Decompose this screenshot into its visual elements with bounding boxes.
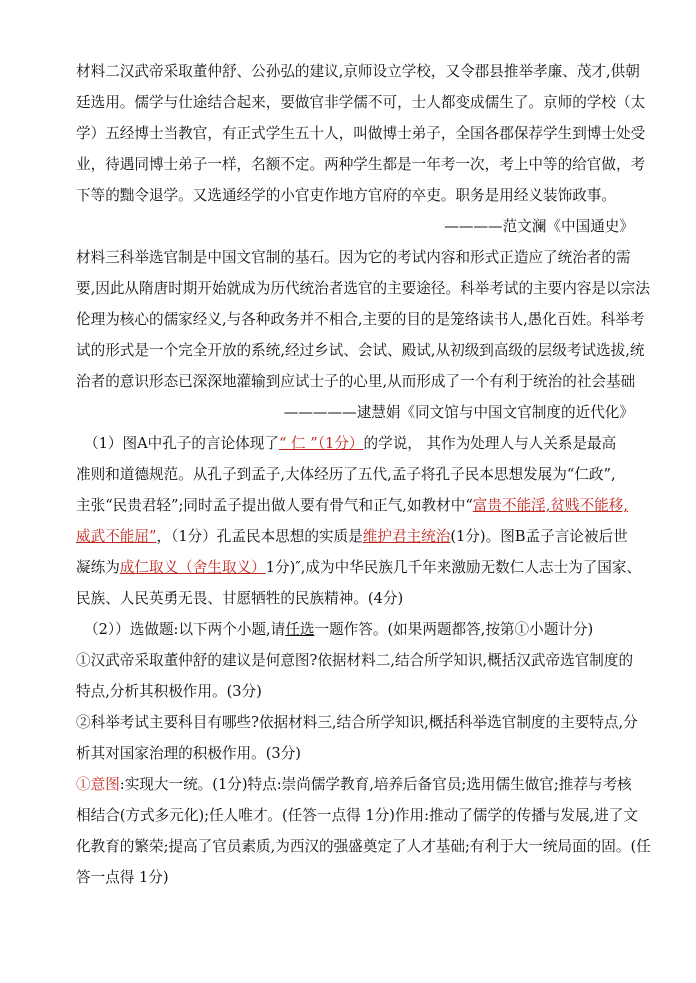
q2-option-2-line-2: 析其对国家治理的积极作用。(3分): [76, 745, 301, 762]
q2-text-a: （2））选做题:以下两个小题,请: [84, 621, 286, 638]
answer-label: ①意图: [76, 776, 120, 793]
q1-answer-essence: 维护君主统治: [362, 528, 451, 545]
material2-line-2: 廷选用。儒学与仕途结合起来，要做官非学儒不可，士人都变成儒生了。京师的学校（太: [76, 94, 646, 111]
q1-line-2: 准则和道德规范。从孔子到孟子,大体经历了五代,孟子将孔子民本思想发展为“仁政”,: [76, 466, 616, 483]
q2-choose-one: 任选: [285, 621, 315, 638]
q1-answer-idiom: 成仁取义（舍生取义）: [119, 559, 266, 576]
q1-text-b: 的学说， 其作为处理人与人关系是最高: [363, 435, 617, 452]
q1-text-g: 1分)″,成为中华民族几千年来激励无数仁人志士为了国家、: [265, 559, 642, 576]
q2-option-1-line-2: 特点,分析其积极作用。(3分): [76, 683, 262, 700]
q1-text-e: (1分)。图B孟子言论被后世: [450, 528, 628, 545]
material2-source: ————范文澜《中国通史》: [444, 218, 634, 235]
answer-line-2: 相结合(方式多元化);任人唯才。(任答一点得 1分)作用:推动了儒学的传播与发展,进了文: [76, 807, 638, 824]
q1-answer-ren: “ 仁 ”（1分）: [278, 435, 364, 452]
q1-text-f: 凝练为: [76, 559, 120, 576]
material2-line-4: 业，待遇同博士弟子一样，名额不定。两种学生都是一年考一次，考上中等的给官做，考: [76, 156, 646, 173]
material3-line-5: 治者的意识形态已深深地灌输到应试士子的心里,从而形成了一个有利于统治的社会基础: [76, 373, 636, 390]
q1-answer-quote-1: 富贵不能淫,贫贱不能移,: [472, 497, 629, 514]
material3-source: —————逮慧娟《同文馆与中国文官制度的近代化》: [283, 404, 634, 421]
material3-line-3: 伦理为核心的儒家经义,与各种政务并不相合,主要的目的是笼络读书人,愚化百姓。科举考: [76, 311, 645, 328]
material3-line-2: 要,因此从隋唐时期开始就成为历代统治者选官的主要途径。科举考试的主要内容是以宗法: [76, 280, 650, 297]
material2-line-3: 学）五经博士当教官，有正式学生五十人，叫做博士弟子，全国各郡保荐学生到博士处受: [76, 125, 646, 142]
material2-line-1: 材料二汉武帝采取董仲舒、公孙弘的建议,京师设立学校，又令郡县推举孝廉、茂才,供朝: [76, 63, 640, 80]
q2-line-1: [84, 620, 593, 640]
q2-option-2-line-1: ②科举考试主要科目有哪些?依据材料三,结合所学知识,概括科举选官制度的主要特点,分: [76, 714, 638, 731]
answer-line-1: [76, 775, 632, 795]
q1-line-1: [84, 434, 616, 454]
q1-line-5: [76, 558, 641, 578]
q1-line-4: [76, 527, 628, 547]
q1-answer-quote-2: 威武不能屈”: [76, 528, 157, 545]
q1-text-a: （1）图A中孔子的言论体现了: [84, 435, 279, 452]
material2-line-5: 下等的黜令退学。又选通经学的小官吏作地方官府的卒吏。职务是用经义装饰政事。: [76, 187, 616, 204]
material3-line-4: 试的形式是一个完全开放的系统,经过乡试、会试、殿试,从初级到高级的层级考试选拔,统: [76, 342, 645, 359]
answer-line-3: 化教育的繁荣;提高了官员素质,为西汉的强盛奠定了人才基础;有利于大一统局面的固。(任: [76, 838, 651, 855]
q2-text-b: 一题作答。(如果两题都答,按第①小题计分): [314, 621, 594, 638]
q1-text-c: 主张“民贵君轻”;同时孟子提出做人要有骨气和正气,如教材中“: [76, 497, 473, 514]
answer-text-1: :实现大一统。(1分)特点:崇尚儒学教育,培养后备官员;选用儒生做官;推荐与考核: [119, 776, 632, 793]
q2-option-1-line-1: ①汉武帝采取董仲舒的建议是何意图?依据材料二,结合所学知识,概括汉武帝选官制度的: [76, 652, 634, 669]
q1-line-6: 民族、人民英勇无畏、甘愿牺牲的民族精神。(4分): [76, 590, 404, 607]
q1-text-d: ，（1分）孔孟民本思想的实质是: [156, 528, 363, 545]
answer-line-4: 答一点得 1分): [76, 869, 169, 886]
q1-line-3: [76, 496, 628, 516]
material3-line-1: 材料三科举选官制是中国文官制的基石。因为它的考试内容和形式正造应了统治者的需: [76, 249, 631, 266]
